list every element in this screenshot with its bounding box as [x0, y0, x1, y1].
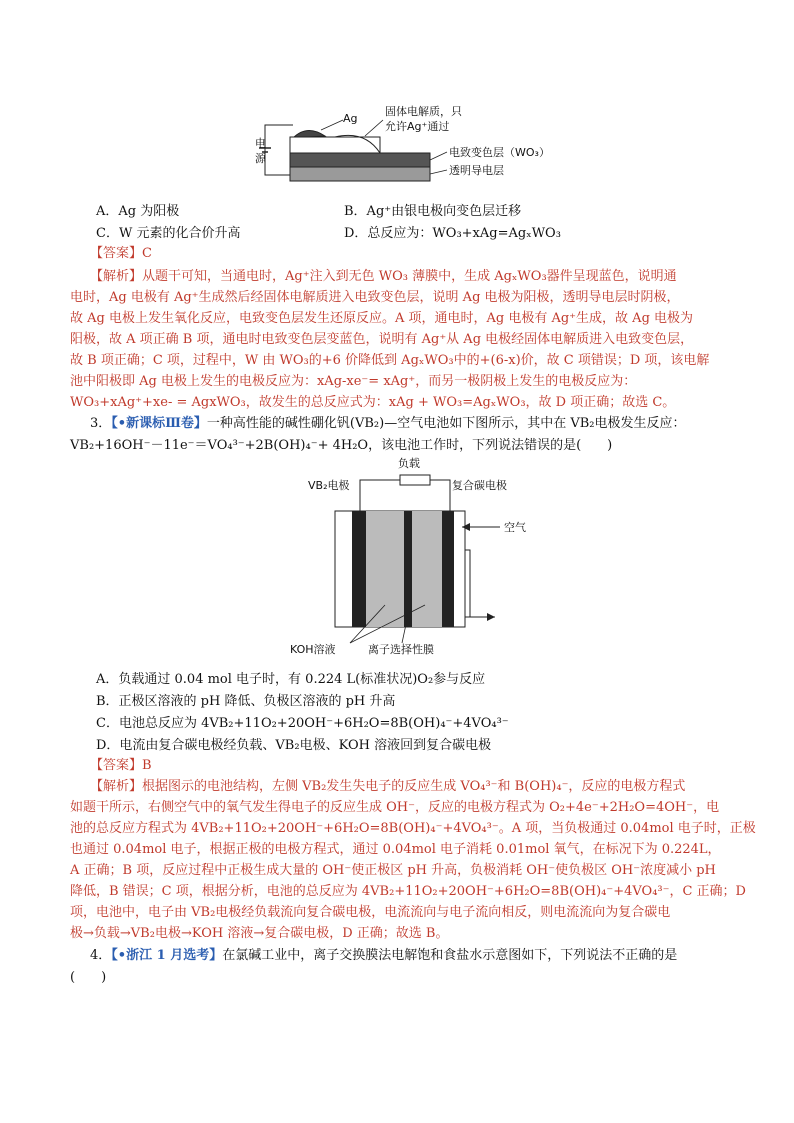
air-label: 空气: [504, 521, 526, 534]
analysis-line: [70, 776, 730, 797]
q3-option-d: D．电流由复合碳电极经负载、VB₂电极、KOH 溶液回到复合碳电极: [96, 738, 492, 753]
ag-label: Ag: [343, 112, 358, 125]
koh-left: [366, 511, 404, 627]
q2-option-b: B．Ag⁺由银电极向变色层迁移: [344, 204, 522, 219]
conductive-layer: [290, 167, 430, 181]
analysis-line: 也通过 0.04mol 电子，根据正极的电极方程式，通过 0.04mol 电子消耗 0.01mol 氧气，在标况下为 0.224L，: [70, 842, 721, 857]
q3-stem-line-1: [90, 414, 686, 433]
analysis-line: 池的总反应方程式为 4VB₂+11O₂+20OH⁻+6H₂O=8B(OH)₄⁻+4VO₄³⁻。A 项，当负极通过 0.04mol 电子时，正极: [70, 821, 756, 836]
analysis-line: [70, 266, 730, 287]
q3-stem: 一种高性能的碱性硼化钒(VB₂)—空气电池如下图所示，其中在 VB₂电极发生反应：: [206, 416, 686, 431]
electrochromic-diagram: [255, 100, 585, 195]
q3-answer: [90, 756, 152, 775]
power-label-2: 源: [255, 152, 266, 165]
analysis-tag: 【解析】: [90, 779, 143, 794]
analysis-line: 池中阳极即 Ag 电极上发生的电极反应为：xAg-xe⁻= xAg⁺，而另一极阴极上发生的电极反应为：: [70, 374, 637, 389]
carbon-electrode: [442, 511, 454, 627]
analysis-line: 项，电池中，电子由 VB₂电极经负载流向复合碳电极，电流流向与电子流向相反，则电流流向为复合碳电: [70, 905, 671, 920]
q4-number: 4．: [90, 948, 112, 963]
vb2-electrode-label: VB₂电极: [308, 479, 350, 492]
answer-tag: 【答案】: [90, 758, 143, 773]
vb2-electrode: [352, 511, 366, 627]
outflow-arrow-head: [487, 613, 495, 621]
load-label: 负载: [398, 457, 420, 470]
carbon-electrode-label: 复合碳电极: [452, 479, 507, 492]
q3-option-a: A．负载通过 0.04 mol 电子时，有 0.224 L(标准状况)O₂参与反应: [96, 672, 486, 687]
q4-stem: 在氯碱工业中，离子交换膜法电解饱和食盐水示意图如下，下列说法不正确的是: [222, 948, 678, 963]
q2-analysis: [70, 266, 730, 413]
electrolyte-label-2: 允许Ag⁺通过: [385, 120, 450, 133]
ion-membrane: [404, 511, 412, 627]
electrolyte-pointer: [365, 120, 383, 136]
q2-option-a: A．Ag 为阳极: [96, 204, 180, 219]
q3-analysis: [70, 776, 756, 944]
analysis-line: 故 Ag 电极上发生氧化反应，电致变色层发生还原反应。A 项，通电时，Ag 电极有 Ag⁺生成，故 Ag 电极为: [70, 311, 694, 326]
analysis-line: 电时，Ag 电极有 Ag⁺生成然后经固体电解质进入电致变色层，说明 Ag 电极为阳极，透明导电层时阴极，: [70, 290, 680, 305]
q4-stem-line-2: ( ): [70, 970, 107, 985]
answer-value: B: [142, 758, 152, 773]
analysis-line: WO₃+xAg⁺+xe- = AgxWO₃，故发生的总反应式为：xAg + WO₃=AgₓWO₃，故 D 项正确；故选 C。: [70, 395, 676, 410]
analysis-line: 极→负载→VB₂电极→KOH 溶液→复合碳电极，D 正确；故选 B。: [70, 926, 449, 941]
q2-answer: [90, 244, 152, 263]
ag-pointer: [321, 120, 343, 130]
electrolyte-label-1: 固体电解质，只: [385, 105, 462, 118]
q3-stem-line-2: VB₂+16OH⁻－11e⁻＝VO₄³⁻+2B(OH)₄⁻+ 4H₂O，该电池工作时，下列说法错误的是( ): [70, 438, 613, 453]
wo3-pointer: [430, 152, 447, 160]
conduct-pointer: [430, 170, 447, 174]
wo3-label: 电致变色层（WO₃）: [449, 146, 550, 159]
q4-stem-line-1: [90, 946, 677, 965]
q3-source: 【•新课标Ⅲ卷】: [111, 416, 207, 431]
conduct-label: 透明导电层: [449, 164, 504, 177]
q2-option-c: C．W 元素的化合价升高: [96, 226, 241, 241]
battery-diagram: [290, 455, 570, 665]
q3-option-c: C．电池总反应为 4VB₂+11O₂+20OH⁻+6H₂O=8B(OH)₄⁻+4VO₄³⁻: [96, 716, 509, 731]
analysis-tag: 【解析】: [90, 269, 143, 284]
analysis-text: 从题干可知，当通电时，Ag⁺注入到无色 WO₃ 薄膜中，生成 AgₓWO₃器件呈现蓝色，说明通: [142, 269, 677, 284]
outflow-wire: [465, 550, 470, 617]
left-wire: [360, 480, 400, 511]
analysis-line: 降低，B 错误；C 项，根据分析，电池的总反应为 4VB₂+11O₂+20OH⁻+6H₂O=8B(OH)₄⁻+4VO₄³⁻，C 正确；D: [70, 884, 746, 899]
analysis-line: A 正确；B 项，反应过程中正极生成大量的 OH⁻使正极区 pH 升高，负极消耗 OH⁻使负极区 OH⁻浓度减小 pH: [70, 863, 716, 878]
wo3-layer: [290, 153, 430, 167]
power-wire: [265, 125, 293, 175]
power-label-1: 电: [255, 137, 266, 150]
q3-number: 3．: [90, 416, 112, 431]
q3-option-b: B．正极区溶液的 pH 降低、负极区溶液的 pH 升高: [96, 694, 396, 709]
membrane-label: 离子选择性膜: [368, 643, 434, 656]
analysis-line: 故 B 项正确；C 项，过程中，W 由 WO₃的+6 价降低到 AgₓWO₃中的+(6-x)价，故 C 项错误；D 项，该电解: [70, 353, 710, 368]
answer-value: C: [142, 246, 152, 261]
load-box: [400, 475, 430, 485]
analysis-line: 阳极，故 A 项正确 B 项，通电时电致变色层变蓝色，说明有 Ag⁺从 Ag 电极经固体电解质进入电致变色层，: [70, 332, 694, 347]
q2-option-d: D．总反应为：WO₃+xAg=AgₓWO₃: [344, 226, 561, 241]
analysis-text: 根据图示的电池结构，左侧 VB₂发生失电子的反应生成 VO₄³⁻和 B(OH)₄⁻，反应的电极方程式: [142, 779, 686, 794]
analysis-line: 如题干所示，右侧空气中的氧气发生得电子的反应生成 OH⁻，反应的电极方程式为 O₂+4e⁻+2H₂O=4OH⁻，电: [70, 800, 720, 815]
right-wire: [430, 480, 450, 511]
answer-tag: 【答案】: [90, 246, 143, 261]
koh-label: KOH溶液: [290, 643, 336, 656]
q4-source: 【•浙江 1 月选考】: [111, 948, 223, 963]
